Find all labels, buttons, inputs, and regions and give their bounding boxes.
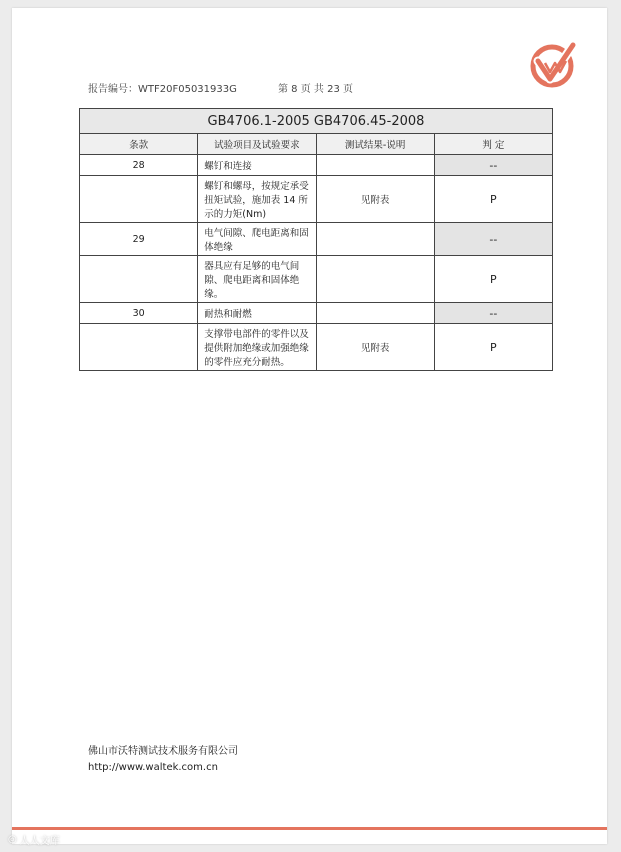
table-row: [80, 155, 553, 176]
test-result: 见附表: [316, 324, 434, 371]
waltek-logo-icon: [528, 39, 578, 89]
watermark: [8, 832, 60, 847]
test-item: 器具应有足够的电气间隙、爬电距离和固体绝缘。: [198, 256, 316, 303]
test-item: 电气间隙、爬电距离和固体绝缘: [198, 223, 316, 256]
clause-number: [80, 256, 198, 303]
table-row: [80, 223, 553, 256]
page-info: 第 8 页 共 23 页: [278, 84, 353, 95]
clause-number: [80, 324, 198, 371]
test-result: 见附表: [316, 176, 434, 223]
column-header-row: [80, 134, 553, 155]
column-header-item: 试验项目及试验要求: [198, 134, 316, 155]
test-result: [316, 256, 434, 303]
watermark-text: 人人文库: [19, 836, 60, 847]
column-header-clause: 条款: [80, 134, 198, 155]
company-name: 佛山市沃特测试技术服务有限公司: [88, 746, 238, 757]
report-header: [88, 80, 353, 95]
test-result: [316, 223, 434, 256]
report-page: [12, 8, 607, 844]
page-footer: [88, 744, 238, 776]
table-row: [80, 324, 553, 371]
verdict: --: [434, 155, 552, 176]
clause-number: [80, 176, 198, 223]
verdict: --: [434, 303, 552, 324]
column-header-result: 测试结果-说明: [316, 134, 434, 155]
clause-number: 28: [80, 155, 198, 176]
test-results-table: [79, 108, 553, 371]
table-row: [80, 176, 553, 223]
report-number: 报告编号：WTF20F05031933G: [88, 84, 237, 95]
standard-title: GB4706.1-2005 GB4706.45-2008: [80, 109, 553, 134]
verdict: P: [434, 176, 552, 223]
table-row: [80, 256, 553, 303]
clause-number: 30: [80, 303, 198, 324]
verdict: P: [434, 256, 552, 303]
clause-number: 29: [80, 223, 198, 256]
watermark-logo-icon: ◎: [8, 834, 17, 845]
test-result: [316, 155, 434, 176]
test-result: [316, 303, 434, 324]
test-item: 螺钉和连接: [198, 155, 316, 176]
verdict: P: [434, 324, 552, 371]
company-website: http://www.waltek.com.cn: [88, 762, 218, 773]
footer-accent-line: [12, 827, 607, 830]
column-header-verdict: 判 定: [434, 134, 552, 155]
test-item: 耐热和耐燃: [198, 303, 316, 324]
table-row: [80, 303, 553, 324]
verdict: --: [434, 223, 552, 256]
test-item: 螺钉和螺母，按规定承受扭矩试验，施加表 14 所示的力矩(Nm): [198, 176, 316, 223]
test-item: 支撑带电部件的零件以及提供附加绝缘或加强绝缘的零件应充分耐热。: [198, 324, 316, 371]
